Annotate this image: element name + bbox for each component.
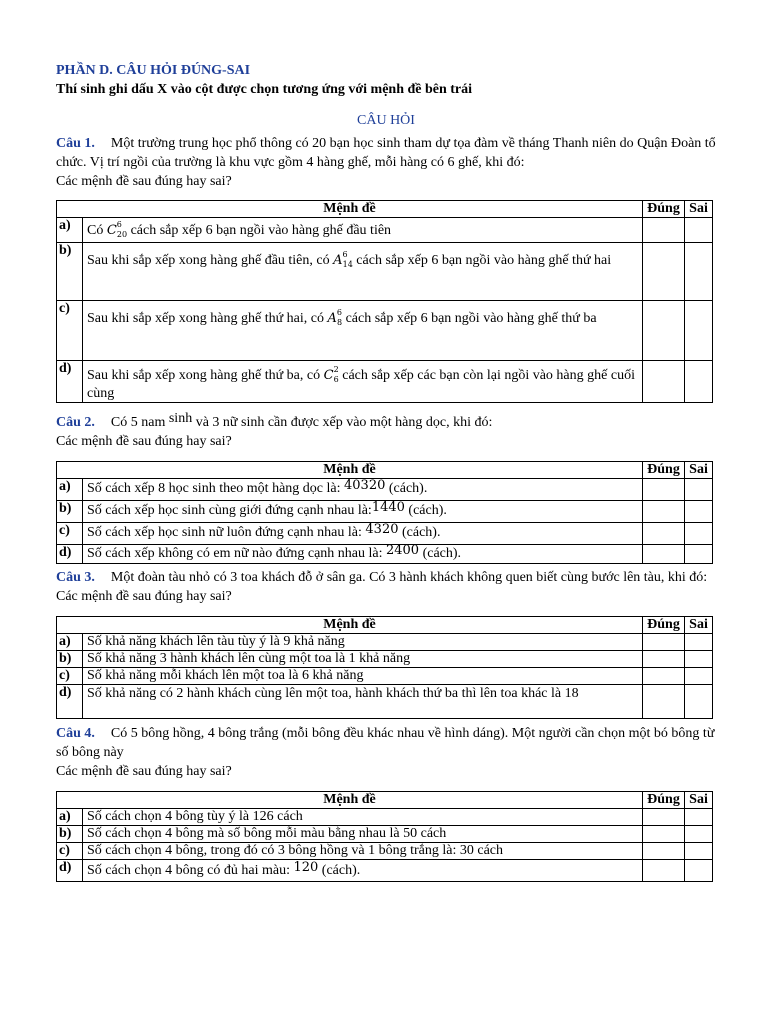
table-row [57,826,713,843]
answer-table-1 [56,200,713,403]
row-statement: Số cách chọn 4 bông có đủ hai màu: 120 (cách). [83,860,643,882]
true-answer-cell[interactable] [643,243,685,301]
header-statement: Mệnh đề [57,792,643,809]
row-label: d) [57,685,83,719]
true-answer-cell[interactable] [643,501,685,523]
row-statement: Số cách xếp học sinh nữ luôn đứng cạnh nhau là: 4320 (cách). [83,523,643,545]
row-label: d) [57,860,83,882]
table-row [57,301,713,361]
section-title: PHẦN D. CÂU HỎI ĐÚNG-SAI [56,63,251,78]
row-statement: Số khả năng có 2 hành khách cùng lên một toa, hành khách thứ ba thì lên toa khác là 18 [83,685,643,719]
table-row [57,523,713,545]
false-answer-cell[interactable] [685,361,713,403]
row-label: c) [57,668,83,685]
question-4 [56,724,716,762]
row-statement: Số khả năng 3 hành khách lên cùng một toa là 1 khả năng [83,651,643,668]
row-statement: Có $C^6_{20}$ cách sắp xếp 6 bạn ngồi vào hàng ghế đầu tiên [83,218,643,243]
answer-number: 2400 [385,543,420,558]
row-label: a) [57,479,83,501]
header-true: Đúng [643,792,685,809]
row-label: a) [57,809,83,826]
answer-table-3 [56,616,713,719]
false-answer-cell[interactable] [685,501,713,523]
false-answer-cell[interactable] [685,545,713,564]
table-row [57,843,713,860]
header-true: Đúng [643,462,685,479]
row-label: b) [57,501,83,523]
math-formula: $C^2_6$ [323,365,339,384]
true-answer-cell[interactable] [643,218,685,243]
header-statement: Mệnh đề [57,617,643,634]
answer-number: 40320 [344,478,386,493]
true-answer-cell[interactable] [643,634,685,651]
instruction: Thí sinh ghi dấu X vào cột được chọn tương ứng với mệnh đề bên trái [56,82,473,97]
question-text: Một trường trung học phổ thông có 20 bạn học sinh tham dự tọa đàm về tháng Thanh niên do Quận Đoàn tổ chức. Vị trí ngồi của trường là khu vực gồm 4 hàng ghế, mỗi hàng có 6 ghế, khi đó: [56,136,716,170]
true-answer-cell[interactable] [643,523,685,545]
false-answer-cell[interactable] [685,479,713,501]
false-answer-cell[interactable] [685,634,713,651]
row-statement: Số cách xếp không có em nữ nào đứng cạnh nhau là: 2400 (cách). [83,545,643,564]
true-answer-cell[interactable] [643,301,685,361]
row-statement: Số cách xếp 8 học sinh theo một hàng dọc là: 40320 (cách). [83,479,643,501]
question-prompt: Các mệnh đề sau đúng hay sai? [56,764,232,779]
question-3 [56,568,716,587]
table-row [57,218,713,243]
table-row [57,243,713,301]
header-false: Sai [685,462,713,479]
false-answer-cell[interactable] [685,651,713,668]
table-row [57,479,713,501]
false-answer-cell[interactable] [685,301,713,361]
row-label: b) [57,826,83,843]
false-answer-cell[interactable] [685,809,713,826]
table-row [57,651,713,668]
math-formula: $A^6_8$ [327,308,343,327]
true-answer-cell[interactable] [643,809,685,826]
row-statement: Số cách chọn 4 bông tùy ý là 126 cách [83,809,643,826]
question-word: sinh [168,411,193,426]
row-statement: Sau khi sắp xếp xong hàng ghế đầu tiên, có $A^6_{14}$ cách sắp xếp 6 bạn ngồi vào hàng ghế thứ hai [83,243,643,301]
question-label: Câu 3. [56,570,95,585]
question-text: Có 5 bông hồng, 4 bông trắng (mỗi bông đều khác nhau về hình dáng). Một người cần chọn một bó bông từ số bông này [56,726,715,760]
question-prompt: Các mệnh đề sau đúng hay sai? [56,589,232,604]
question-prompt: Các mệnh đề sau đúng hay sai? [56,174,232,189]
question-label: Câu 2. [56,415,95,430]
answer-table-2 [56,461,713,564]
false-answer-cell[interactable] [685,860,713,882]
header-true: Đúng [643,201,685,218]
table-row [57,545,713,564]
row-statement: Số cách xếp học sinh cùng giới đứng cạnh nhau là:1440 (cách). [83,501,643,523]
row-label: d) [57,361,83,403]
row-label: c) [57,301,83,361]
math-formula: $A^6_{14}$ [333,250,353,269]
center-heading: CÂU HỎI [357,113,415,128]
table-row [57,685,713,719]
question-label: Câu 1. [56,136,95,151]
math-formula: $C^6_{20}$ [106,220,128,239]
row-label: a) [57,218,83,243]
false-answer-cell[interactable] [685,218,713,243]
true-answer-cell[interactable] [643,479,685,501]
header-statement: Mệnh đề [57,201,643,218]
false-answer-cell[interactable] [685,668,713,685]
false-answer-cell[interactable] [685,826,713,843]
true-answer-cell[interactable] [643,545,685,564]
row-statement: Số khả năng khách lên tàu tùy ý là 9 khả năng [83,634,643,651]
row-statement: Sau khi sắp xếp xong hàng ghế thứ ba, có $C^2_6$ cách sắp xếp các bạn còn lại ngồi vào hàng ghế cuối cùng [83,361,643,403]
question-text: Một đoàn tàu nhỏ có 3 toa khách đỗ ở sân ga. Có 3 hành khách không quen biết cùng bước lên tàu, khi đó: [110,570,708,585]
false-answer-cell[interactable] [685,843,713,860]
table-row [57,501,713,523]
answer-table-4 [56,791,713,882]
false-answer-cell[interactable] [685,685,713,719]
answer-number: 120 [293,860,319,875]
question-label: Câu 4. [56,726,95,741]
row-label: c) [57,843,83,860]
row-statement: Số khả năng mỗi khách lên một toa là 6 khả năng [83,668,643,685]
true-answer-cell[interactable] [643,685,685,719]
row-statement: Sau khi sắp xếp xong hàng ghế thứ hai, có $A^6_8$ cách sắp xếp 6 bạn ngồi vào hàng ghế thứ ba [83,301,643,361]
header-false: Sai [685,792,713,809]
row-label: b) [57,651,83,668]
question-1 [56,134,716,172]
table-row [57,860,713,882]
false-answer-cell[interactable] [685,523,713,545]
header-true: Đúng [643,617,685,634]
table-row [57,634,713,651]
true-answer-cell[interactable] [643,651,685,668]
header-false: Sai [685,617,713,634]
true-answer-cell[interactable] [643,860,685,882]
answer-number: 4320 [365,522,399,537]
row-label: d) [57,545,83,564]
row-statement: Số cách chọn 4 bông, trong đó có 3 bông hồng và 1 bông trắng là: 30 cách [83,843,643,860]
question-prompt: Các mệnh đề sau đúng hay sai? [56,434,232,449]
question-2: Câu 2. Có 5 nam sinh và 3 nữ sinh cần được xếp vào một hàng dọc, khi đó: [56,411,493,430]
table-row [57,809,713,826]
row-label: b) [57,243,83,301]
row-label: a) [57,634,83,651]
row-label: c) [57,523,83,545]
true-answer-cell[interactable] [643,843,685,860]
row-statement: Số cách chọn 4 bông mà số bông mỗi màu bằng nhau là 50 cách [83,826,643,843]
header-statement: Mệnh đề [57,462,643,479]
table-row [57,361,713,403]
document-page [56,62,716,882]
false-answer-cell[interactable] [685,243,713,301]
true-answer-cell[interactable] [643,826,685,843]
header-false: Sai [685,201,713,218]
true-answer-cell[interactable] [643,361,685,403]
table-row [57,668,713,685]
answer-number: 1440 [371,500,405,515]
true-answer-cell[interactable] [643,668,685,685]
